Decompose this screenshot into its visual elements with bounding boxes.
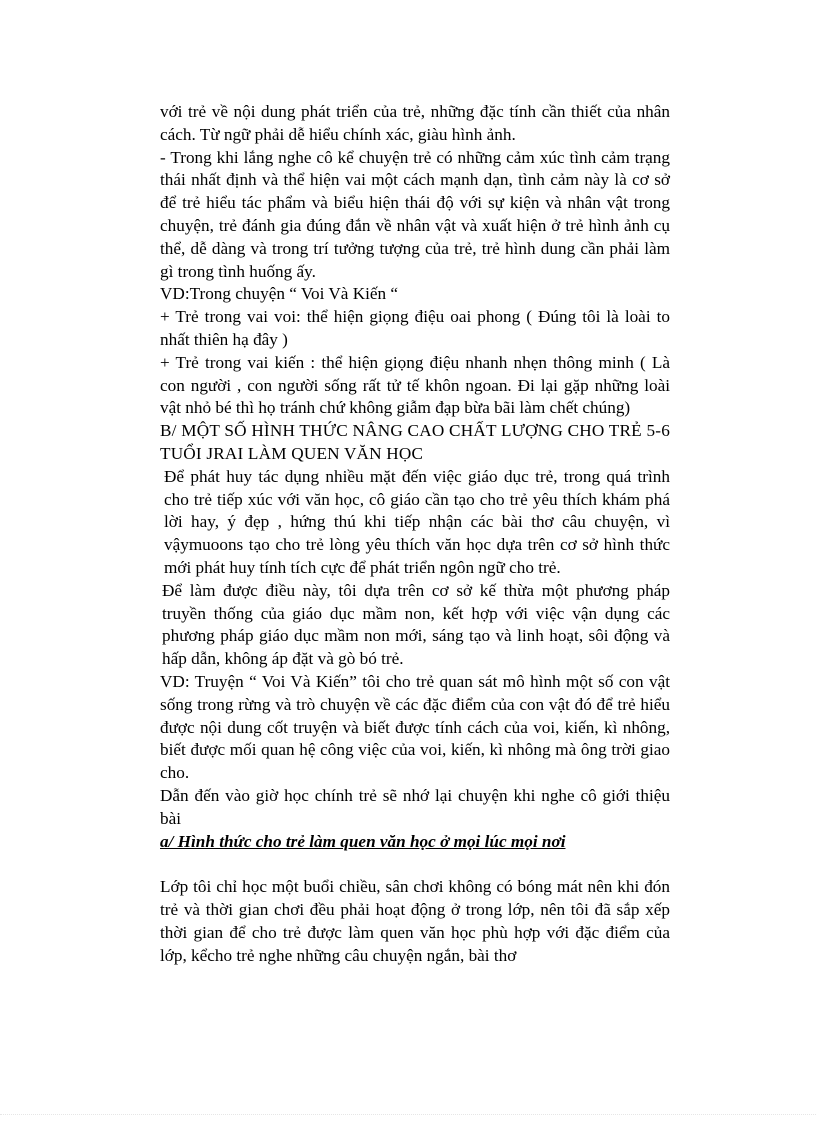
section-heading-b: B/ MỘT SỐ HÌNH THỨC NÂNG CAO CHẤT LƯỢNG CHO TRẺ 5-6 TUỔI JRAI LÀM QUEN VĂN HỌC (160, 421, 670, 463)
paragraph-method: Để làm được điều này, tôi dựa trên cơ sở kế thừa một phương pháp truyền thống của giáo dục mầm non, kết hợp với việc vận dụng các phương pháp giáo dục mầm non mới, sáng tạo và linh hoạt, sôi động và hấp dẫn, không áp đặt và gò bó trẻ. (162, 580, 670, 669)
paragraph-elephant-role: + Trẻ trong vai voi: thể hiện giọng điệu oai phong ( Đúng tôi là loài to nhất thiên hạ đây ) (160, 307, 670, 349)
page-bottom-divider (0, 1114, 816, 1115)
paragraph-intro: với trẻ về nội dung phát triển của trẻ, những đặc tính cần thiết của nhân cách. Từ ngữ phải dễ hiểu chính xác, giàu hình ảnh. (160, 102, 670, 144)
paragraph-example-story: VD: Truyện “ Voi Và Kiến” tôi cho trẻ quan sát mô hình một số con vật sống trong rừng và trò chuyện về các đặc điểm của con vật đó để trẻ hiểu được nội dung cốt truyện và biết được tính cách của voi, kiến, kì nhông, biết được mối quan hệ công việc của voi, kiến, kì nhông mà ông trời giao cho. (160, 671, 670, 783)
paragraph-ant-role: + Trẻ trong vai kiến : thể hiện giọng điệu nhanh nhẹn thông minh ( Là con người , con người sống rất tử tế khôn ngoan. Đi lại gặp những loài vật nhỏ bé thì họ tránh chứ không giẫm đạp bừa bãi làm chết chúng) (160, 352, 670, 418)
paragraph-purpose: Để phát huy tác dụng nhiều mặt đến việc giáo dục trẻ, trong quá trình cho trẻ tiếp xúc với văn học, cô giáo cần tạo cho trẻ yêu thích khám phá lời hay, ý đẹp , hứng thú khi tiếp nhận các bài thơ câu chuyện, vì vậymuoons tạo cho trẻ lòng yêu thích văn học dựa trên cơ sở hình thức mới phát huy tính tích cực để phát triển ngôn ngữ cho trẻ. (164, 466, 670, 577)
paragraph-class-schedule: Lớp tôi chỉ học một buổi chiều, sân chơi không có bóng mát nên khi đón trẻ và thời gian chơi đều phải hoạt động ở trong lớp, nên tôi đã sắp xếp thời gian để cho trẻ được làm quen văn học phù hợp với đặc điểm của lớp, kểcho trẻ nghe những câu chuyện ngắn, bài thơ (160, 877, 670, 965)
subheading-a: a/ Hình thức cho trẻ làm quen văn học ở mọi lúc mọi nơi (160, 831, 566, 851)
paragraph-result: Dẫn đến vào giờ học chính trẻ sẽ nhớ lại chuyện khi nghe cô giới thiệu bài (160, 785, 670, 828)
paragraph-example-label: VD:Trong chuyện “ Voi Và Kiến “ (160, 284, 399, 304)
paragraph-emotion: - Trong khi lắng nghe cô kể chuyện trẻ có những cảm xúc tình cảm trạng thái nhất định và thể hiện vai một cách mạnh dạn, tình cảm này là cơ sở để trẻ hiểu tác phẩm và biểu hiện thái độ với sự kiện và nhân vật trong chuyện, trẻ đánh gia đúng đắn về nhân vật và xuất hiện ở trẻ hình ảnh cụ thể, dễ dàng và trong trí tưởng tượng của trẻ, trẻ hình dung cần phải làm gì trong tình huống ấy. (160, 147, 670, 281)
spacer (160, 853, 670, 876)
document-page (160, 101, 670, 967)
